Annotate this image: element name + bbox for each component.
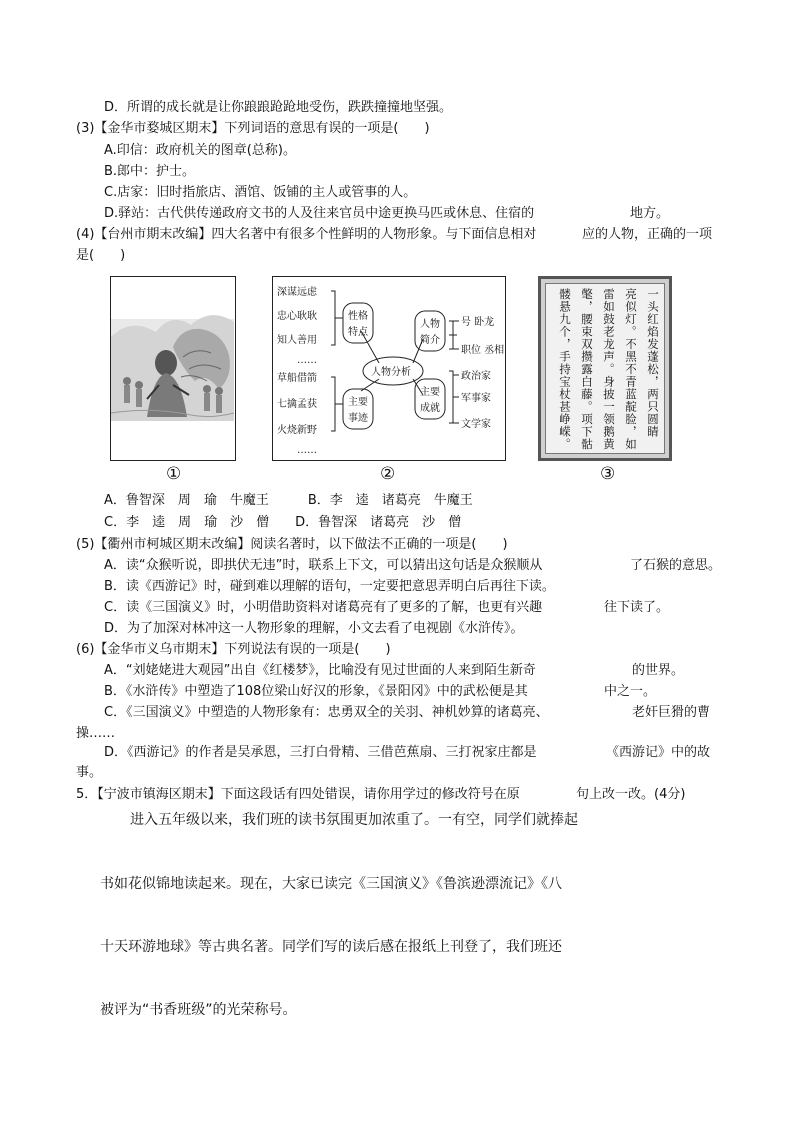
q3-option-d-cont: 地方。 xyxy=(630,206,670,221)
q4-stem: (4)【台州市期末改编】四大名著中有很多个性鲜明的人物形象。与下面信息相对 xyxy=(76,227,537,242)
q6-option-c-cont: 老奸巨猾的曹 xyxy=(632,705,711,720)
q5-option-c-cont: 往下读了。 xyxy=(604,600,670,615)
q5-option-d: D．为了加深对林冲这一人物形象的理解，小文去看了电视剧《水浒传》。 xyxy=(104,621,524,636)
trait-1: 深谋远虑 xyxy=(277,287,317,298)
intro-item-2: 职位 丞相 xyxy=(461,345,504,356)
figure-1-painting xyxy=(110,276,236,461)
scroll-column-4: 氅，腰束双攒露白藤。项下骷 xyxy=(580,288,594,451)
deed-ellipsis: …… xyxy=(297,445,317,456)
traits-box-line1: 性格 xyxy=(348,311,368,322)
q6-option-a-cont: 的世界。 xyxy=(632,663,685,678)
scroll-column-3: 雷如鼓老龙声。身披一领鹅黄 xyxy=(602,288,616,451)
q6-option-b: B．《水浒传》中塑造了108位梁山好汉的形象，《景阳冈》中的武松便是其 xyxy=(104,684,528,699)
deed-3: 火烧新野 xyxy=(277,425,317,436)
scroll-column-1: 一头红焰发蓬松，两只圆睛 xyxy=(646,288,660,438)
mindmap-diagram xyxy=(273,277,504,459)
section-5-stem-cont: 句上改一改。(4分) xyxy=(576,787,686,802)
trait-2: 忠心耿耿 xyxy=(277,311,317,322)
achieve-box-line2: 成就 xyxy=(420,403,440,414)
painting-illustration xyxy=(111,277,234,459)
trait-ellipsis: …… xyxy=(297,355,317,366)
intro-box-line1: 人物 xyxy=(420,319,440,330)
deed-2: 七擒孟获 xyxy=(277,399,317,410)
q6-option-a: A．“刘姥姥进大观园”出自《红楼梦》，比喻没有见过世面的人来到陌生新奇 xyxy=(104,663,536,678)
trait-3: 知人善用 xyxy=(277,335,317,346)
q5-option-a: A．读“众猴听说，即拱伏无违”时，联系上下文，可以猜出这句话是众猴顺从 xyxy=(104,558,543,573)
traits-box-line2: 特点 xyxy=(348,327,368,338)
passage-line-2: 书如花似锦地读起来。现在，大家已读完《三国演义》《鲁滨逊漂流记》《八 xyxy=(100,876,562,892)
figure-2-caption: ② xyxy=(380,464,396,484)
passage-line-3: 十天环游地球》等古典名著。同学们写的读后感在报纸上刊登了，我们班还 xyxy=(100,939,562,955)
scroll-column-5: 髅悬九个，手持宝杖甚峥嵘。 xyxy=(558,288,572,451)
figure-1-caption: ① xyxy=(166,464,182,484)
q4-stem-cont: 应的人物，正确的一项 xyxy=(582,227,713,242)
q4-options-cd: C．李 逵 周 瑜 沙 僧 D．鲁智深 诸葛亮 沙 僧 xyxy=(104,515,462,530)
q3-option-b: B.郎中：护士。 xyxy=(104,164,196,179)
figure-3-caption: ③ xyxy=(600,464,616,484)
q6-option-b-cont: 中之一。 xyxy=(604,684,657,699)
q6-option-c: C．《三国演义》中塑造的人物形象有：忠勇双全的关羽、神机妙算的诸葛亮、 xyxy=(104,705,549,720)
q5-option-b: B．读《西游记》时，碰到难以理解的语句，一定要把意思弄明白后再往下读。 xyxy=(104,579,555,594)
scroll-column-2: 亮似灯。不黑不青蓝靛脸，如 xyxy=(624,288,638,451)
q6-option-d: D．《西游记》的作者是吴承恩，三打白骨精、三借芭蕉扇、三打祝家庄都是 xyxy=(104,745,537,760)
achieve-item-3: 文学家 xyxy=(461,419,491,430)
deeds-box-line1: 主要 xyxy=(348,397,368,408)
q5-option-c: C．读《三国演义》时，小明借助资料对诸葛亮有了更多的了解，也更有兴趣 xyxy=(104,600,543,615)
q6-option-d-end: 事。 xyxy=(76,765,103,780)
q3-option-a: A.印信：政府机关的图章(总称)。 xyxy=(104,143,296,158)
q4-options-ab: A．鲁智深 周 瑜 牛魔王 B．李 逵 诸葛亮 牛魔王 xyxy=(104,493,473,508)
deeds-box-line2: 事迹 xyxy=(348,413,368,424)
q5-stem: (5)【衢州市柯城区期末改编】阅读名著时，以下做法不正确的一项是( ) xyxy=(76,537,508,552)
intro-box-line2: 简介 xyxy=(420,335,440,346)
passage-line-1: 进入五年级以来，我们班的读书氛围更加浓重了。一有空，同学们就捧起 xyxy=(130,812,578,828)
center-node: 人物分析 xyxy=(371,367,411,378)
deed-1: 草船借箭 xyxy=(277,373,317,384)
q6-option-d-cont: 《西游记》中的故 xyxy=(606,745,711,760)
q6-stem: (6)【金华市义乌市期末】下列说法有误的一项是( ) xyxy=(76,642,391,657)
intro-item-1: 号 卧龙 xyxy=(461,317,495,328)
section-5-stem: 5．【宁波市镇海区期末】下面这段话有四处错误，请你用学过的修改符号在原 xyxy=(76,787,520,802)
q4-stem-end: 是( ) xyxy=(76,248,126,263)
achieve-item-1: 政治家 xyxy=(461,371,491,382)
q3-stem: (3)【金华市婺城区期末】下列词语的意思有误的一项是( ) xyxy=(76,121,430,136)
achieve-box-line1: 主要 xyxy=(420,387,440,398)
q6-option-c-end: 操…… xyxy=(76,726,116,741)
q3-option-c: C.店家：旧时指旅店、酒馆、饭铺的主人或管事的人。 xyxy=(104,185,417,200)
achieve-item-2: 军事家 xyxy=(461,393,491,404)
scroll-inner xyxy=(545,283,665,454)
q2-option-d: D．所谓的成长就是让你踉踉跄跄地受伤，跌跌撞撞地坚强。 xyxy=(104,100,453,115)
q3-option-d: D.驿站：古代供传递政府文书的人及往来官员中途更换马匹或休息、住宿的 xyxy=(104,206,535,221)
figure-3-scroll xyxy=(538,276,672,461)
passage-line-4: 被评为“书香班级”的光荣称号。 xyxy=(100,1002,297,1018)
figure-2-mindmap xyxy=(272,276,506,461)
q5-option-a-cont: 了石猴的意思。 xyxy=(630,558,722,573)
